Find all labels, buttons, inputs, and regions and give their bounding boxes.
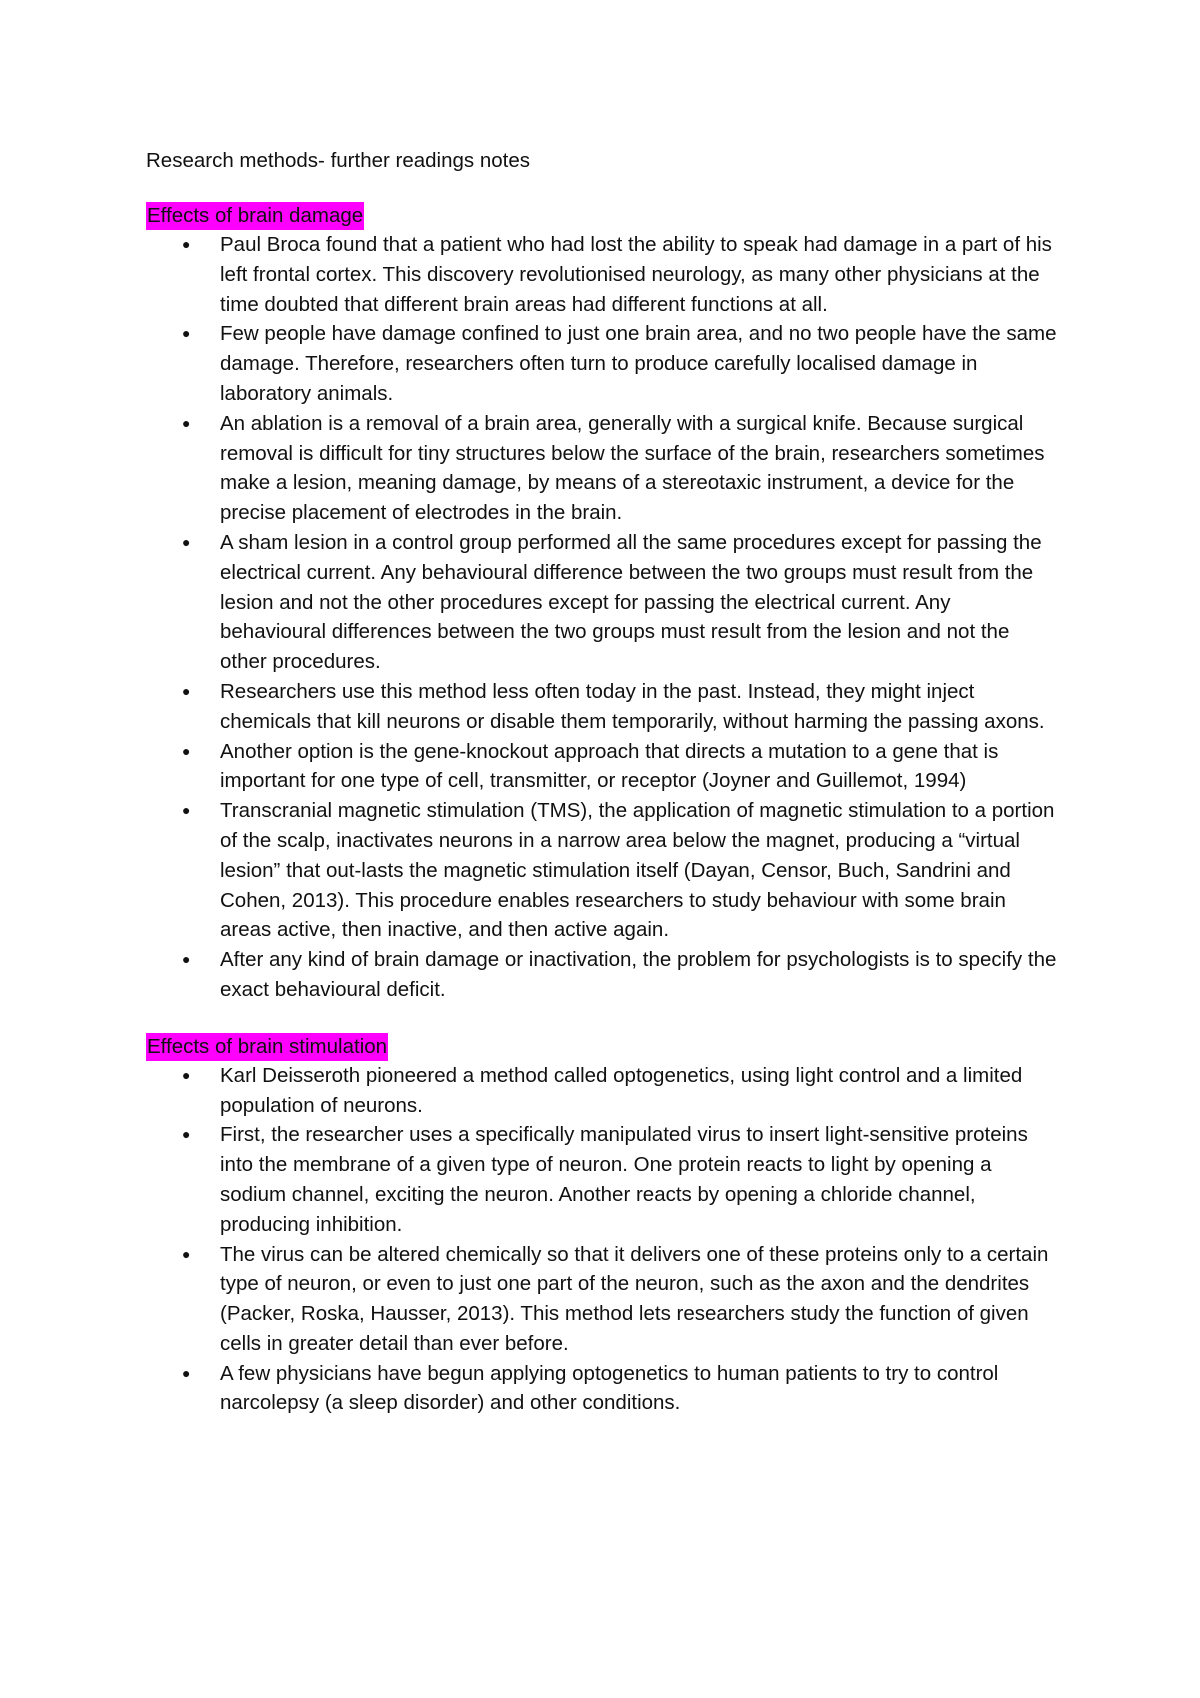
list-item-text: Another option is the gene-knockout approach that directs a mutation to a gene that is important for one type of cell, transmitter, or receptor (Joyner and Guillemot, 1994) bbox=[220, 739, 999, 793]
list-item bbox=[146, 319, 1060, 408]
list-item-text: After any kind of brain damage or inactivation, the problem for psychologists is to specify the exact behavioural deficit. bbox=[220, 948, 1057, 1001]
bullet-icon: ● bbox=[182, 325, 191, 342]
list-item bbox=[146, 1359, 1060, 1419]
bullet-icon: ● bbox=[182, 236, 191, 252]
bullet-icon: ● bbox=[182, 1364, 191, 1381]
section-heading: Effects of brain damage bbox=[146, 202, 364, 230]
bullet-icon: ● bbox=[182, 533, 191, 550]
bullet-icon: ● bbox=[182, 951, 191, 968]
list-item-text: Transcranial magnetic stimulation (TMS), the application of magnetic stimulation to a portion of the scalp, inactivates neurons in a narrow area below the magnet, producing a “virtual lesion” that out-lasts the magnetic stimulation itself (Dayan, Censor, Buch, Sandrini and Cohen, 2013). This procedure enables researchers to study behaviour with some brain areas active, then inactive, and then active again. bbox=[220, 799, 1055, 942]
list-item bbox=[146, 1120, 1060, 1239]
bullet-list bbox=[146, 230, 1060, 1005]
bullet-icon: ● bbox=[182, 742, 191, 759]
list-item-text: An ablation is a removal of a brain area, generally with a surgical knife. Because surgical removal is difficult for tiny structures below the surface of the brain, researchers sometimes make a lesion, meaning damage, by means of a stereotaxic instrument, a device for the precise placement of electrodes in the brain. bbox=[220, 411, 1045, 525]
list-item-text: A few physicians have begun applying optogenetics to human patients to try to control narcolepsy (a sleep disorder) and other conditions. bbox=[220, 1361, 999, 1415]
list-item-text: Karl Deisseroth pioneered a method called optogenetics, using light control and a limited population of neurons. bbox=[220, 1063, 1023, 1117]
bullet-icon: ● bbox=[182, 414, 191, 431]
list-item-text: The virus can be altered chemically so that it delivers one of these proteins only to a certain type of neuron, or even to just one part of the neuron, such as the axon and the dendrites (Packer, Roska, Hausser, 2013). This method lets researchers study the function of given cells in greater detail than ever before. bbox=[220, 1242, 1049, 1355]
list-item-text: First, the researcher uses a specifically manipulated virus to insert light-sensitive proteins into the membrane of a given type of neuron. One protein reacts to light by opening a sodium channel, exciting the neuron. Another reacts by opening a chloride channel, producing inhibition. bbox=[220, 1123, 1028, 1236]
bullet-icon: ● bbox=[182, 1066, 191, 1083]
bullet-icon: ● bbox=[182, 682, 191, 699]
bullet-icon: ● bbox=[182, 1126, 191, 1143]
list-item-text: Few people have damage confined to just one brain area, and no two people have the same damage. Therefore, researchers often turn to produce carefully localised damage in laboratory animals. bbox=[220, 322, 1057, 405]
list-item bbox=[146, 677, 1060, 737]
bullet-list bbox=[146, 1061, 1060, 1419]
section-heading: Effects of brain stimulation bbox=[146, 1033, 388, 1061]
list-item-text: Researchers use this method less often today in the past. Instead, they might inject chemicals that kill neurons or disable them temporarily, without harming the passing axons. bbox=[220, 679, 1045, 733]
list-item bbox=[146, 230, 1060, 319]
document-title: Research methods- further readings notes bbox=[146, 149, 531, 172]
list-item bbox=[146, 945, 1060, 1005]
list-item bbox=[146, 796, 1060, 945]
list-item-text: Paul Broca found that a patient who had lost the ability to speak had damage in a part of his left frontal cortex. This discovery revolutionised neurology, as many other physicians at the time doubted that different brain areas had different functions at all. bbox=[220, 233, 1052, 316]
list-item bbox=[146, 737, 1060, 797]
bullet-icon: ● bbox=[182, 1245, 191, 1262]
list-item bbox=[146, 1061, 1060, 1121]
list-item bbox=[146, 528, 1060, 677]
section-brain-damage bbox=[146, 202, 1060, 1005]
list-item bbox=[146, 409, 1060, 528]
bullet-icon: ● bbox=[182, 802, 191, 819]
section-brain-stimulation bbox=[146, 1033, 1060, 1419]
list-item-text: A sham lesion in a control group performed all the same procedures except for passing the electrical current. Any behavioural difference between the two groups must result from the lesion and not the other procedures except for passing the electrical current. Any behavioural differences between the two groups must result from the lesion and not the other procedures. bbox=[220, 530, 1042, 674]
list-item bbox=[146, 1240, 1060, 1359]
